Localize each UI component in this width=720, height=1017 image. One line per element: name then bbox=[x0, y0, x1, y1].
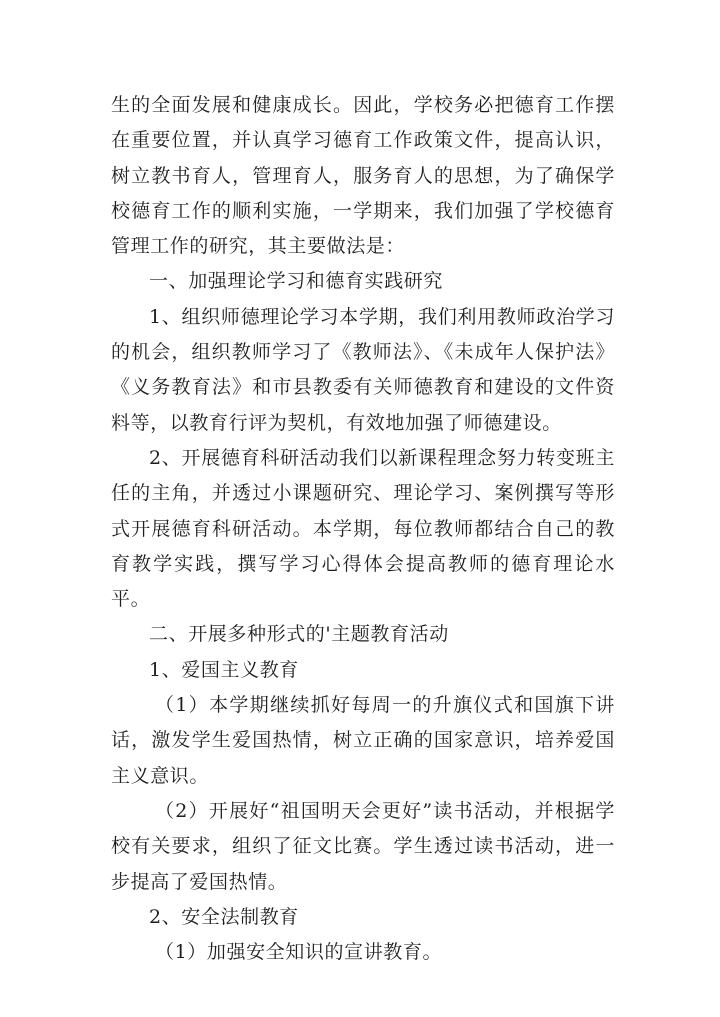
section-heading-theory-study: 一、加强理论学习和德育实践研究 bbox=[149, 270, 444, 293]
body-paragraph-moral-research: 2、开展德育科研活动我们以新课程理念努力转变班主任的主角，并透过小课题研究、理论学习、案例撰写等形式开展德育科研活动。本学期，每位教师都结合自己的教育教学实践，撰写学习心得体会提高教师的德育理论水平。 bbox=[111, 446, 615, 611]
list-item-reading-activity: （2）开展好“祖国明天会更好”读书活动，并根据学校有关要求，组织了征文比赛。学生透过读书活动，进一步提高了爱国热情。 bbox=[111, 799, 615, 893]
subheading-safety-law: 2、安全法制教育 bbox=[149, 905, 299, 928]
list-item-flag-ceremony: （1）本学期继续抓好每周一的升旗仪式和国旗下讲话，激发学生爱国热情，树立正确的国家意识，培养爱国主义意识。 bbox=[111, 694, 615, 787]
subheading-patriotism: 1、爱国主义教育 bbox=[149, 658, 299, 681]
body-paragraph-ethics-study: 1、组织师德理论学习本学期，我们利用教师政治学习的机会，组织教师学习了《教师法》、《未成年人保护法》《义务教育法》和市县教委有关师德教育和建设的文件资料等，以教育行评为契机，有效地加强了师德建设。 bbox=[111, 305, 615, 434]
document-body bbox=[111, 88, 615, 970]
list-item-safety-knowledge: （1）加强安全知识的宣讲教育。 bbox=[155, 941, 443, 964]
body-paragraph-intro: 生的全面发展和健康成长。因此，学校务必把德育工作摆在重要位置，并认真学习德育工作政策文件，提高认识，树立教书育人，管理育人，服务育人的思想，为了确保学校德育工作的顺利实施，一学期来，我们加强了学校德育管理工作的研究，其主要做法是： bbox=[111, 94, 615, 258]
section-heading-theme-activities: 二、开展多种形式的'主题教育活动 bbox=[149, 623, 449, 646]
